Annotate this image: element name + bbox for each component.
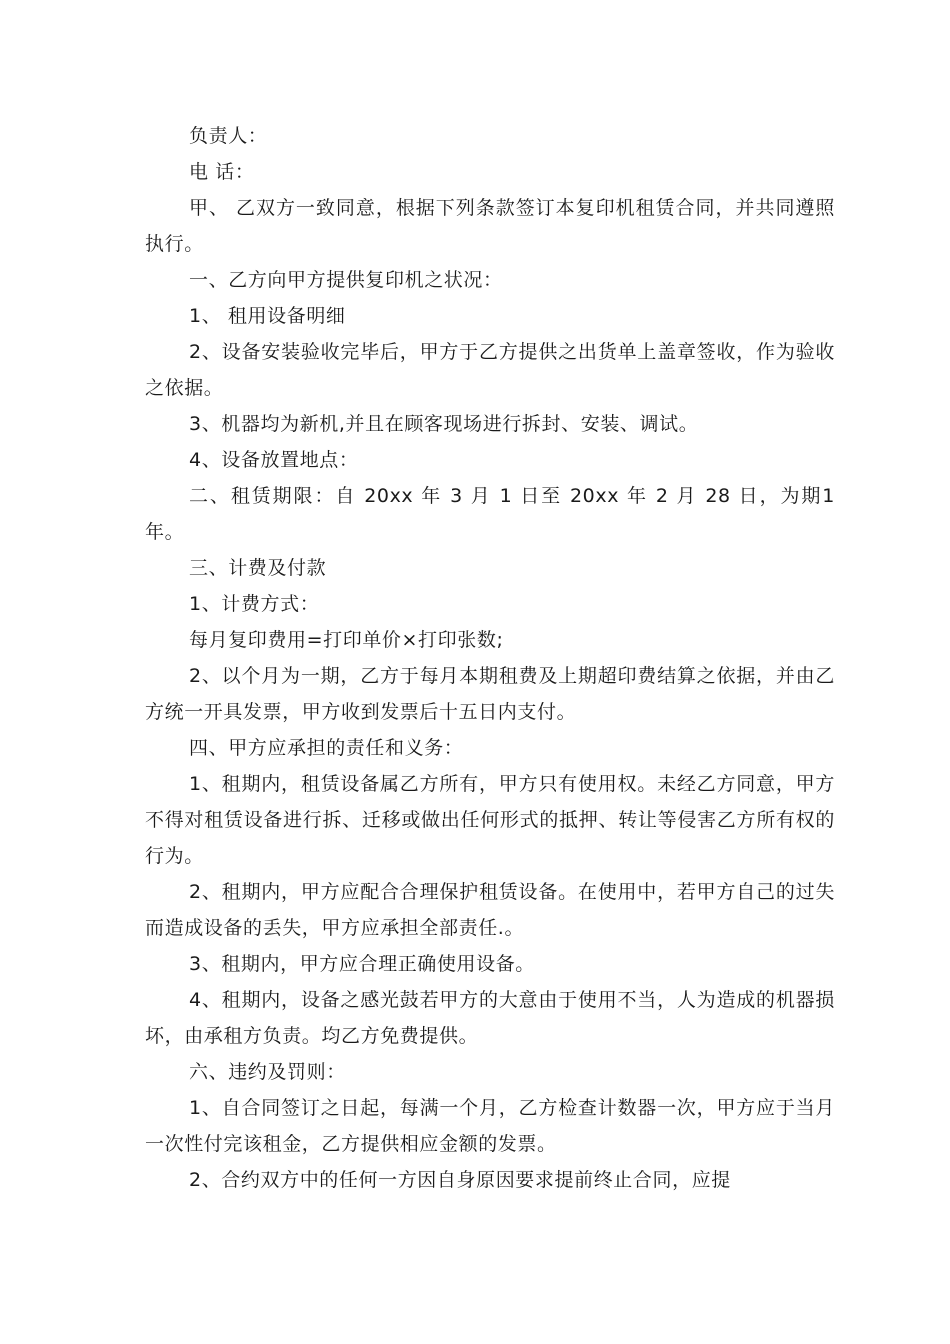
field-responsible-person: 负责人：: [189, 125, 268, 147]
clause-equipment-3: 3、机器均为新机,并且在顾客现场进行拆封、安装、调试。: [189, 413, 699, 435]
document-body: [145, 118, 835, 1198]
section-heading-billing: 三、计费及付款: [189, 557, 327, 579]
clause-breach-2: 2、合约双方中的任何一方因自身原因要求提前终止合同，应提: [189, 1169, 731, 1191]
clause-equipment-4: 4、设备放置地点：: [189, 449, 359, 471]
section-lease-term: 二、租赁期限：自 20xx 年 3 月 1 日至 20xx 年 2 月 28 日，为期1 年。: [145, 485, 835, 543]
clause-billing-2: 2、以个月为一期，乙方于每月本期租费及上期超印费结算之依据，并由乙方统一开具发票，甲方收到发票后十五日内支付。: [145, 665, 835, 723]
clause-duties-2: 2、租期内，甲方应配合合理保护租赁设备。在使用中，若甲方自己的过失而造成设备的丢失，甲方应承担全部责任.。: [145, 881, 835, 939]
clause-duties-1: 1、租期内，租赁设备属乙方所有，甲方只有使用权。未经乙方同意，甲方不得对租赁设备进行拆、迁移或做出任何形式的抵押、转让等侵害乙方所有权的行为。: [145, 773, 835, 867]
clause-duties-4: 4、租期内，设备之感光鼓若甲方的大意由于使用不当，人为造成的机器损坏，由承租方负责。均乙方免费提供。: [145, 989, 835, 1047]
field-phone: 电 话：: [189, 161, 255, 183]
clause-duties-3: 3、租期内，甲方应合理正确使用设备。: [189, 953, 535, 975]
section-heading-equipment: 一、乙方向甲方提供复印机之状况：: [189, 269, 503, 291]
clause-equipment-1: 1、 租用设备明细: [189, 305, 346, 327]
contract-preamble: 甲、 乙双方一致同意，根据下列条款签订本复印机租赁合同，并共同遵照执行。: [145, 197, 835, 255]
billing-formula: 每月复印费用=打印单价×打印张数;: [189, 629, 504, 651]
clause-billing-1: 1、计费方式：: [189, 593, 320, 615]
section-heading-party-a-duties: 四、甲方应承担的责任和义务：: [189, 737, 464, 759]
section-heading-breach: 六、违约及罚则：: [189, 1061, 346, 1083]
clause-breach-1: 1、自合同签订之日起，每满一个月，乙方检查计数器一次，甲方应于当月一次性付完该租金，乙方提供相应金额的发票。: [145, 1097, 835, 1155]
clause-equipment-2: 2、设备安装验收完毕后，甲方于乙方提供之出货单上盖章签收，作为验收之依据。: [145, 341, 835, 399]
